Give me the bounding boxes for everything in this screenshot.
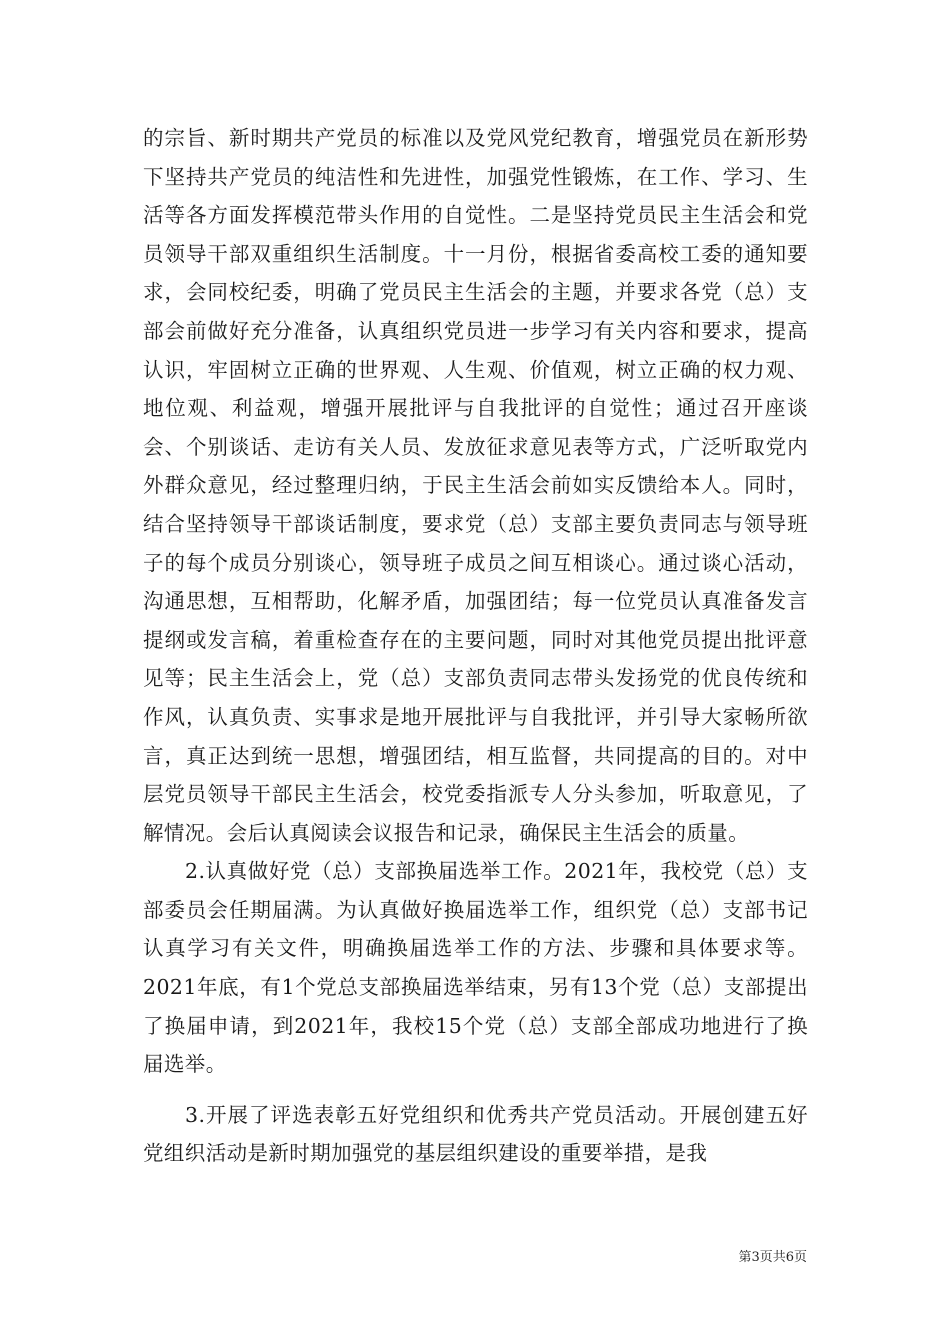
page-number-footer: 第3页共6页	[738, 1250, 807, 1265]
paragraph-section-2: 2.认真做好党（总）支部换届选举工作。2021年，我校党（总）支部委员会任期届满。为认真做好换届选举工作，组织党（总）支部书记认真学习有关文件，明确换届选举工作的方法、步骤和具体要求等。2021年底，有1个党总支部换届选举结束，另有13个党（总）支部提出了换届申请，到2021年，我校15个党（总）支部全部成功地进行了换届选举。	[143, 859, 808, 1077]
paragraph-section-3: 3.开展了评选表彰五好党组织和优秀共产党员活动。开展创建五好党组织活动是新时期加强党的基层组织建设的重要举措，是我	[143, 1102, 808, 1166]
document-body	[143, 119, 808, 1173]
paragraph-continuation: 的宗旨、新时期共产党员的标准以及党风党纪教育，增强党员在新形势下坚持共产党员的纯洁性和先进性，加强党性锻炼，在工作、学习、生活等各方面发挥模范带头作用的自觉性。二是坚持党员民主生活会和党员领导干部双重组织生活制度。十一月份，根据省委高校工委的通知要求，会同校纪委，明确了党员民主生活会的主题，并要求各党（总）支部会前做好充分准备，认真组织党员进一步学习有关内容和要求，提高认识，牢固树立正确的世界观、人生观、价值观，树立正确的权力观、地位观、利益观，增强开展批评与自我批评的自觉性；通过召开座谈会、个别谈话、走访有关人员、发放征求意见表等方式，广泛听取党内外群众意见，经过整理归纳，于民主生活会前如实反馈给本人。同时，结合坚持领导干部谈话制度，要求党（总）支部主要负责同志与领导班子的每个成员分别谈心，领导班子成员之间互相谈心。通过谈心活动，沟通思想，互相帮助，化解矛盾，加强团结；每一位党员认真准备发言提纲或发言稿，着重检查存在的主要问题，同时对其他党员提出批评意见等；民主生活会上，党（总）支部负责同志带头发扬党的优良传统和作风，认真负责、实事求是地开展批评与自我批评，并引导大家畅所欲言，真正达到统一思想，增强团结，相互监督，共同提高的目的。对中层党员领导干部民主生活会，校党委指派专人分头参加，听取意见，了解情况。会后认真阅读会议报告和记录，确保民主生活会的质量。	[143, 126, 808, 845]
